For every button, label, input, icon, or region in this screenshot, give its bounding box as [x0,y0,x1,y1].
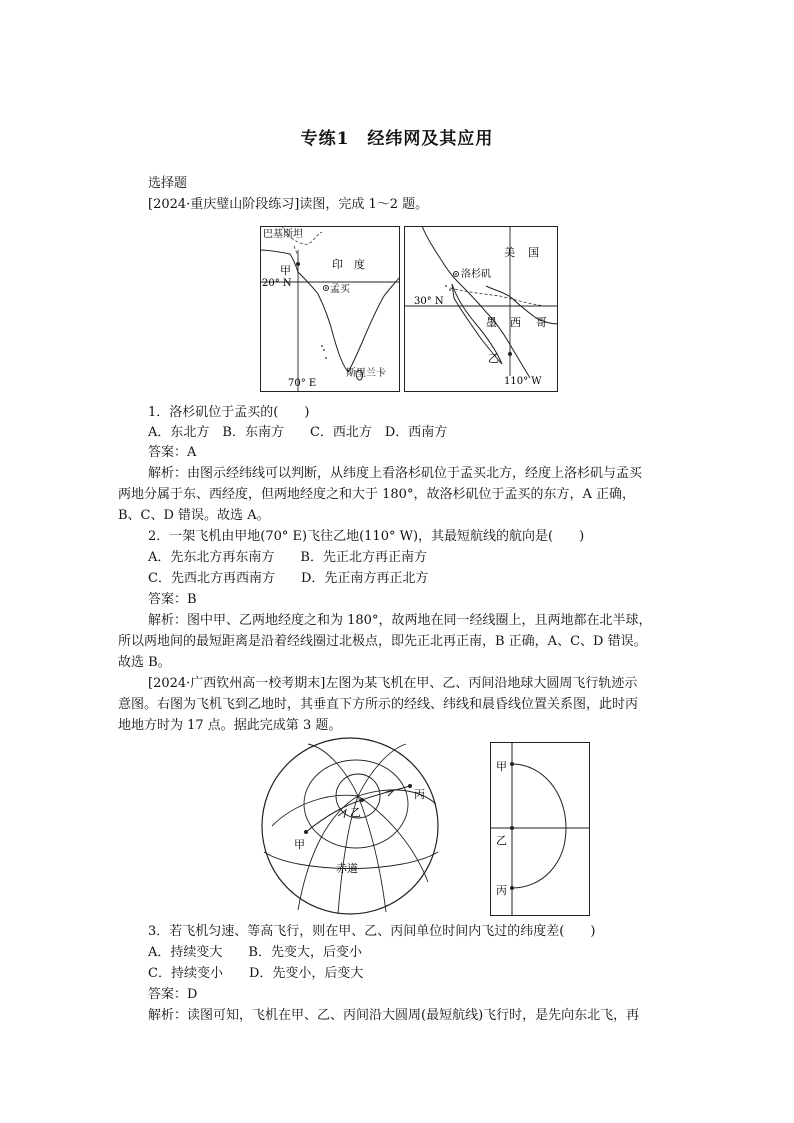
globe-label-bing: 丙 [414,788,425,801]
label-xi: 西 [510,316,521,329]
label-yi: 乙 [488,352,499,365]
q3-analysis: 解析：读图可知，飞机在甲、乙、丙间沿大圆周(最短航线)飞行时，是先向东北飞，再 [148,1008,640,1023]
label-20n: 20° N [262,278,292,289]
globe-label-jia: 甲 [294,838,305,851]
intro-q1-2: [2024·重庆璧山阶段练习]读图，完成 1～2 题。 [148,197,429,212]
q2-analysis: 解析：图中甲、乙两地经度之和为 180°，故两地在同一经线圈上，且两地都在北半球， [148,613,652,628]
q2-stem: 2．一架飞机由甲地(70° E)飞往乙地(110° W)，其最短航线的航向是( ) [148,529,585,544]
label-jia: 甲 [280,264,291,277]
intro-q3: 意图。右图为飞机飞到乙地时，其垂直下方所示的经线、纬线和晨昏线位置关系图，此时丙 [118,697,639,712]
terminator-figure [490,742,590,916]
q2-analysis: 所以两地间的最短距离是沿着经线圈过北极点，即先正北再正南，B 正确，A、C、D 错误。 [118,634,647,649]
right-label-jia: 甲 [496,760,507,773]
q1-analysis: 解析：由图示经纬线可以判断，从纬度上看洛杉矶位于孟买北方，经度上洛杉矶与孟买 [148,466,643,481]
right-label-bing: 丙 [496,884,507,897]
q1-analysis: B、C、D 错误。故选 A。 [118,508,270,523]
globe-label-chidao: 赤道 [336,862,358,875]
q3-options: C．持续变小 D．先变小，后变大 [148,966,364,981]
label-guo: 国 [528,246,539,259]
label-mo: 墨 [486,316,497,329]
india-map-figure [260,226,400,392]
label-mei: 美 [504,246,515,259]
label-ge: 哥 [536,316,547,329]
label-luoshanji: 洛杉矶 [461,269,491,280]
q2-options: A．先东北方再东南方 B．先正北方再正南方 [148,550,427,565]
usa-mexico-map-figure [404,226,558,392]
q2-analysis: 故选 B。 [118,655,171,670]
intro-q3: 地地方时为 17 点。据此完成第 3 题。 [118,718,342,733]
q1-answer: 答案：A [148,445,197,460]
label-70e: 70° E [288,378,317,389]
q1-stem: 1．洛杉矶位于孟买的( ) [148,405,310,420]
section-heading: 选择题 [148,176,188,191]
label-mengmai: 孟买 [330,284,350,295]
label-110w: 110° W [504,376,542,387]
right-label-yi: 乙 [496,834,507,847]
globe-figure [258,734,442,918]
label-30n: 30° N [414,296,444,307]
q1-analysis: 两地分属于东、西经度，但两地经度之和大于 180°，故洛杉矶位于孟买的东方，A 正确， [118,487,635,502]
q3-answer: 答案：D [148,987,198,1002]
globe-label-yi: 乙 [350,806,361,819]
page-title: 专练1 经纬网及其应用 [300,129,494,149]
label-yindu: 印 度 [332,258,365,271]
intro-q3: [2024·广西钦州高一校考期末]左图为某飞机在甲、乙、丙间沿地球大圆周飞行轨迹示 [148,676,638,691]
q3-options: A．持续变大 B．先变大，后变小 [148,945,362,960]
q2-answer: 答案：B [148,592,197,607]
q1-options: A．东北方 B．东南方 C．西北方 D．西南方 [148,425,448,440]
q3-stem: 3．若飞机匀速、等高飞行，则在甲、乙、丙间单位时间内飞过的纬度差( ) [148,924,596,939]
q2-options: C．先西北方再西南方 D．先正南方再正北方 [148,571,429,586]
label-sililanka: 斯里兰卡 [346,368,386,379]
label-bajisitan: 巴基斯坦 [263,229,303,240]
